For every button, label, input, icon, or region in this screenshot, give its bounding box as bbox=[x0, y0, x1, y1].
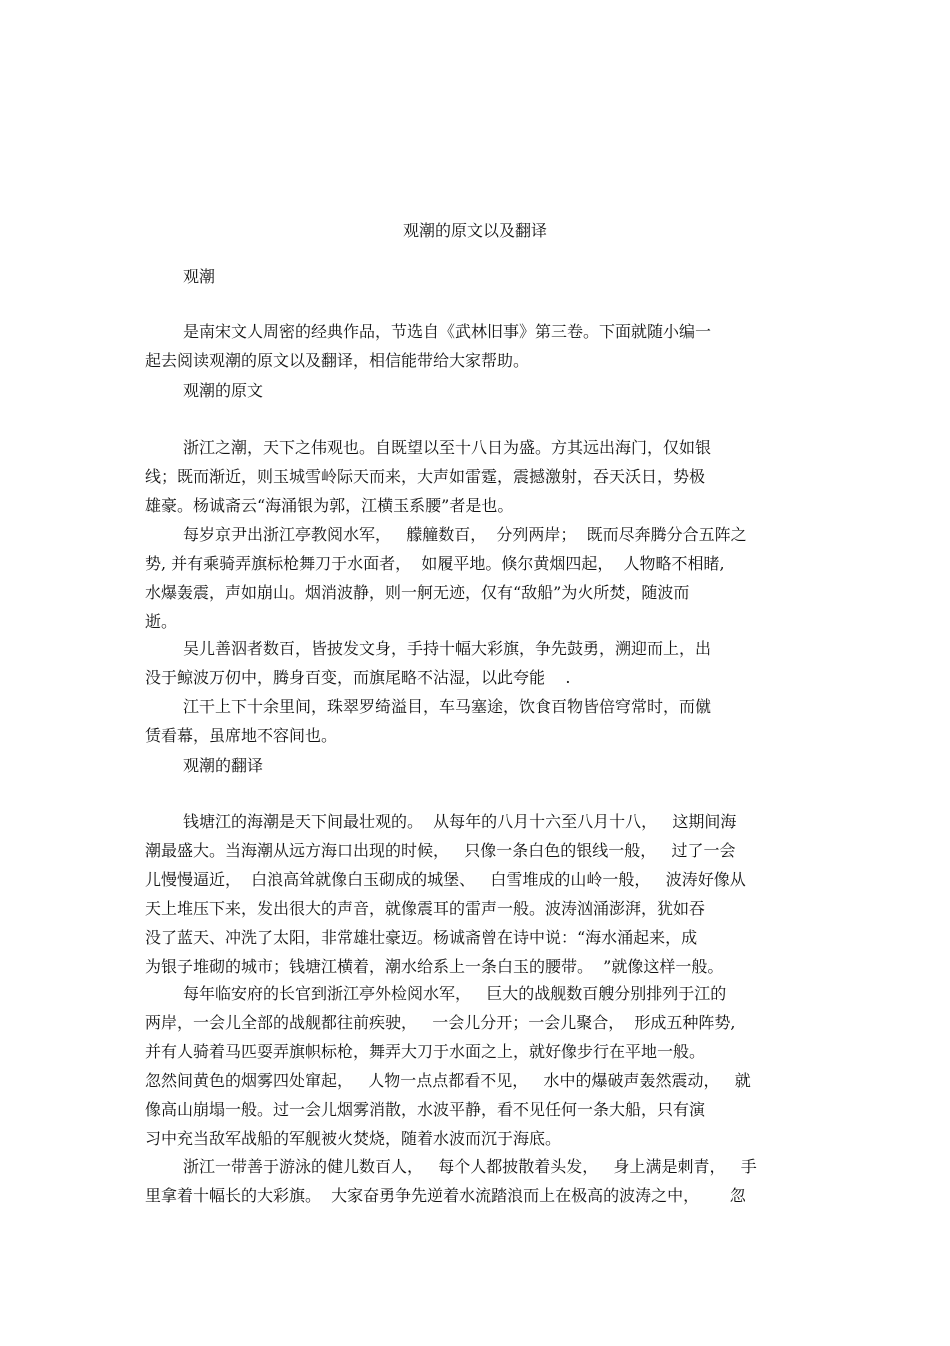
text-line: 里拿着十幅长的大彩旗。 大家奋勇争先逆着水流踏浪而上在极高的波涛之中， 忽 bbox=[145, 1186, 746, 1205]
translation-paragraph-1 bbox=[145, 807, 810, 981]
text-line: 钱塘江的海潮是天下间最壮观的。 从每年的八月十六至八月十八， 这期间海 bbox=[183, 812, 737, 831]
intro-paragraph bbox=[145, 317, 810, 375]
text-line: 忽然间黄色的烟雾四处窜起， 人物一点点都看不见， 水中的爆破声轰然震动， 就 bbox=[145, 1071, 751, 1090]
text-line: 每岁京尹出浙江亭教阅水军， 艨艟数百， 分列两岸； 既而尽奔腾分合五阵之 bbox=[183, 525, 747, 544]
text-line: 并有人骑着马匹耍弄旗帜标枪，舞弄大刀于水面之上，就好像步行在平地一般。 bbox=[145, 1042, 706, 1061]
text-line: 儿慢慢逼近， 白浪高耸就像白玉砌成的城堡、 白雪堆成的山岭一般， 波涛好像从 bbox=[145, 870, 746, 889]
original-paragraph-3 bbox=[145, 634, 810, 692]
original-paragraph-4 bbox=[145, 692, 810, 750]
text-line: 习中充当敌军战船的军舰被火焚烧，随着水波而沉于海底。 bbox=[145, 1129, 562, 1148]
document-title: 观潮的原文以及翻译 bbox=[402, 221, 547, 240]
text-line: 没了蓝天、冲洗了太阳，非常雄壮豪迈。杨诚斋曾在诗中说：“海水涌起来，成 bbox=[145, 928, 698, 947]
text-line: 势, 并有乘骑弄旗标枪舞刀于水面者， 如履平地。倏尔黄烟四起， 人物略不相睹, bbox=[145, 554, 725, 573]
text-line: 是南宋文人周密的经典作品，节选自《武林旧事》第三卷。下面就随小编一 bbox=[183, 322, 712, 341]
text-line: 为银子堆砌的城市；钱塘江横着，潮水给系上一条白玉的腰带。 ”就像这样一般。 bbox=[145, 957, 724, 976]
translation-paragraph-3 bbox=[145, 1152, 810, 1210]
text-line: 没于鲸波万仞中，腾身百变，而旗尾略不沾湿，以此夸能 . bbox=[145, 668, 571, 687]
section-heading-original: 观潮的原文 bbox=[183, 381, 264, 400]
text-line: 线；既而渐近，则玉城雪岭际天而来，大声如雷霆，震撼激射，吞天沃日，势极 bbox=[145, 467, 706, 486]
text-line: 潮最盛大。当海潮从远方海口出现的时候， 只像一条白色的银线一般， 过了一会 bbox=[145, 841, 736, 860]
text-line: 吴儿善泅者数百，皆披发文身，手持十幅大彩旗，争先鼓勇，溯迎而上，出 bbox=[183, 639, 712, 658]
text-line: 雄豪。杨诚斋云“海涌银为郭，江横玉系腰”者是也。 bbox=[145, 496, 514, 515]
text-line: 水爆轰震，声如崩山。烟消波静，则一舸无迹，仅有“敌船”为火所焚，随波而 bbox=[145, 583, 690, 602]
text-line: 每年临安府的长官到浙江亭外检阅水军， 巨大的战舰数百艘分别排列于江的 bbox=[183, 984, 727, 1003]
original-paragraph-1 bbox=[145, 433, 810, 520]
translation-paragraph-2 bbox=[145, 979, 810, 1153]
text-line: 浙江一带善于游泳的健儿数百人， 每个人都披散着头发， 身上满是刺青， 手 bbox=[183, 1157, 757, 1176]
section-heading-translation: 观潮的翻译 bbox=[183, 756, 264, 775]
text-line: 天上堆压下来，发出很大的声音，就像震耳的雷声一般。波涛汹涌澎湃，犹如吞 bbox=[145, 899, 706, 918]
text-line: 像高山崩塌一般。过一会儿烟雾消散，水波平静，看不见任何一条大船，只有演 bbox=[145, 1100, 706, 1119]
original-paragraph-2 bbox=[145, 520, 810, 636]
text-line: 两岸，一会儿全部的战舰都往前疾驶， 一会儿分开；一会儿聚合， 形成五种阵势, bbox=[145, 1013, 736, 1032]
section-heading-intro: 观潮 bbox=[183, 267, 216, 286]
text-line: 起去阅读观潮的原文以及翻译，相信能带给大家帮助。 bbox=[145, 351, 530, 370]
text-line: 赁看幕，虽席地不容间也。 bbox=[145, 726, 338, 745]
text-line: 逝。 bbox=[145, 612, 178, 631]
text-line: 浙江之潮，天下之伟观也。自既望以至十八日为盛。方其远出海门，仅如银 bbox=[183, 438, 712, 457]
text-line: 江干上下十余里间，珠翠罗绮溢目，车马塞途，饮食百物皆倍穹常时，而僦 bbox=[183, 697, 712, 716]
